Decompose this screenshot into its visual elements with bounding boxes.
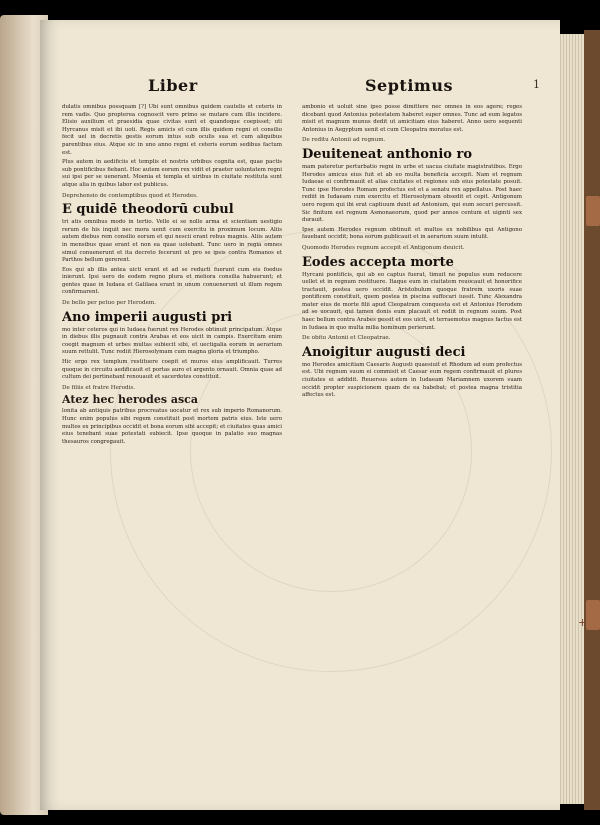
rubric: De filiis et fratre Herodis.: [62, 384, 135, 391]
paragraph: lonita ab antiquis patribus procreatus uocatur et rex sub imperio Romanorum. Hunc enim populus sibi regem constituit post mortem patris eius. Iste uero multos ex principibus occidit et bona eorum sibi accepit; et ciuitates quas amici eius tenebant suae potestati subiecit. Ipse quoque in palatio suo magnas thesauros congregauit.: [62, 408, 282, 445]
paragraph: Plus autem in aedificiis et templis et nostris urbibus cognita est, quae pactis sub pontificibus fiebant. Hoc autem eorum rex vidit et praeter uoluntatem regni sui ipsi per se uenerant. Moenia et templa et uiribus in ciuitate restituta sunt atque alia in quibus labor est publicus.: [62, 159, 282, 188]
paragraph: ambonio et uoluit sine ipso posse dimittere nec omnes in eos agere; reges dicebant quod Antonius potestatem haberet super omnes. Tunc ad eum legatos misit et magnum munus dedit ut amicitiam eius haberet. Anno uero sequenti Antonius in Aegyptum uenit et cum Cleopatra moratus est.: [302, 104, 522, 133]
chapter-initial: Ano imperii augusti pri: [62, 309, 233, 325]
paragraph: dulatis omnibus possquam [?] Ubi sunt omnibus quidem cautelis et ceteris in rem vadis. Quo propterea cognoscit vero primo se mutare cum illis incidere. Elisio auxilium et praesidia quae civitas sunt et quandoque coepisset; uti Hyrcanus misit et ibi uoti. Regis amicis et cum illis quidem regni et consilio fecit uel in decretis gestis eorum intus sub oculis sua et cum aliquibus parentibus eius. Atque sic in uno anno regni et ceteris eorum sedibus factum est.: [62, 104, 282, 156]
paragraph: tri atis omnibus modo in tertio. Velle ei se nolle arma et scientiam uestigio rerum de his inquit nec mora uenit cum exercitu in proximum locum. Aliis autem diebus rem consilio eorum et qui nescii erant rebus magnis. Aliis autem in mensibus quae erant et non ea quae uolebant. Tunc uero in regia omnes simul conuenerunt et ita decreto fecerunt ut pro se ipsis contra Romanos et Parthos bellum gererent.: [62, 219, 282, 264]
running-header-left: Liber: [148, 76, 198, 95]
rubric: De obitu Antonii et Cleopatrae.: [302, 335, 391, 342]
paragraph: mo inter ceteros qui in Iudaea fuerunt rex Herodes obtinuit principatum. Atque in diebus illis pugnauit contra Arabas et eos uicit in campis. Exercitum enim coegit magnum et urbes multas subiecit sibi, et uectigalia eorum in aerarium suum rettulit. Tunc rediit Hierosolymam cum magna gloria et triumpho.: [62, 326, 282, 356]
chapter-initial: E quidē theodorū cubul: [62, 202, 234, 218]
clasp-lower: [586, 600, 600, 630]
book-cover-right: [584, 30, 600, 810]
running-header-right: Septimus: [365, 76, 453, 95]
rubric: Deprehensio de contemptibus quod et Herodes.: [62, 192, 198, 199]
margin-annotation: +: [578, 616, 588, 629]
rubric: De bello per petuo per Herodem.: [62, 300, 156, 307]
chapter-initial: Eodes accepta morte: [302, 254, 454, 270]
paragraph: Ipse autem Herodes regnum obtinuit et multos ex nobilibus qui Antigono fauebant occidit; bona eorum publicauit et in aerarium suum intulit.: [302, 226, 522, 241]
rubric: Quomodo Herodes regnum accepit et Antigonum deuicit.: [302, 244, 465, 251]
rubric: De reditu Antonii ad regnum.: [302, 137, 386, 144]
paragraph: mam pateretur perturbatio regni in urbe et uacua ciuitate magistratibus. Ergo Herodes amicus eius fuit et ab eo multa beneficia accepit. Nam et regnum Iudaeae ei confirmauit et alias ciuitates et regiones sub eius potestate posuit. Tunc ipse Herodes Romam profectus est et a senatu rex appellatus. Post haec rediit in Iudaeam cum exercitu et Hierosolymam obsedit et cepit. Antigonum uero regem qui ibi erat captiuum duxit ad Antonium, qui eum securi percussit. Sic finitum est regnum Asmonaeorum, quod per annos centum et uiginti sex durauit.: [302, 163, 522, 224]
clasp-upper: [586, 196, 600, 226]
chapter-initial: Atez hec herodes asca: [62, 393, 199, 407]
left-column: [62, 104, 282, 794]
book-page: [40, 20, 588, 810]
page-number: 1: [533, 78, 540, 91]
paragraph: Hic ergo rex templum restituere coepit et muros eius amplificauit. Turres quoque in circuitu aedificauit et portas auro et argento ornauit. Omnia quae ad cultum dei pertinebant renouauit et sacerdotes constituit.: [62, 359, 282, 381]
page-edges: [558, 34, 586, 804]
right-column: [302, 104, 522, 794]
chapter-initial: Anoigitur augusti deci: [302, 344, 466, 360]
paragraph: Eos qui ab illis antea uicti erant et ad se reducti fuerunt cum eis foedus inierunt. Ipsi uero de eodem regno plura et meliora consilia habuerunt; et gentes quae in Iudaea et Galilaea erant in unum conuenerunt ut illum regem confirmarent.: [62, 266, 282, 296]
chapter-initial: Deuiteneat anthonio ro: [302, 146, 472, 162]
paragraph: Hyrcani pontificis, qui ab eo captus fuerat, timuit ne populus eum reducere uellet et in regnum restituere. Itaque eum in ciuitatem reuocauit et honorifice tractauit, postea uero occidit. Aristobulum quoque fratrem uxoris suae pontificem constituit, quem postea in piscina suffocari iussit. Tunc Alexandra mater eius de morte filii apud Cleopatram conquesta est et Antonius Herodem ad se uocauit, qui tamen donis eum placauit et rediit in regnum suum. Post haec bellum contra Arabes gessit et eos uicit, et terraemotus magnus factus est in Iudaea in quo multa milia hominum perierunt.: [302, 271, 522, 331]
paragraph: mo Herodes amicitiam Caesaris Augusti quaesiuit et Rhodum ad eum profectus est. Ubi regnum suum ei commisit et Caesar eum regem confirmauit et plures ciuitates ei addidit. Reuersus autem in Iudaeam Mariamnem uxorem suam occidit propter suspicionem quam de ea habebat; et postea magna tristitia affectus est.: [302, 361, 522, 399]
